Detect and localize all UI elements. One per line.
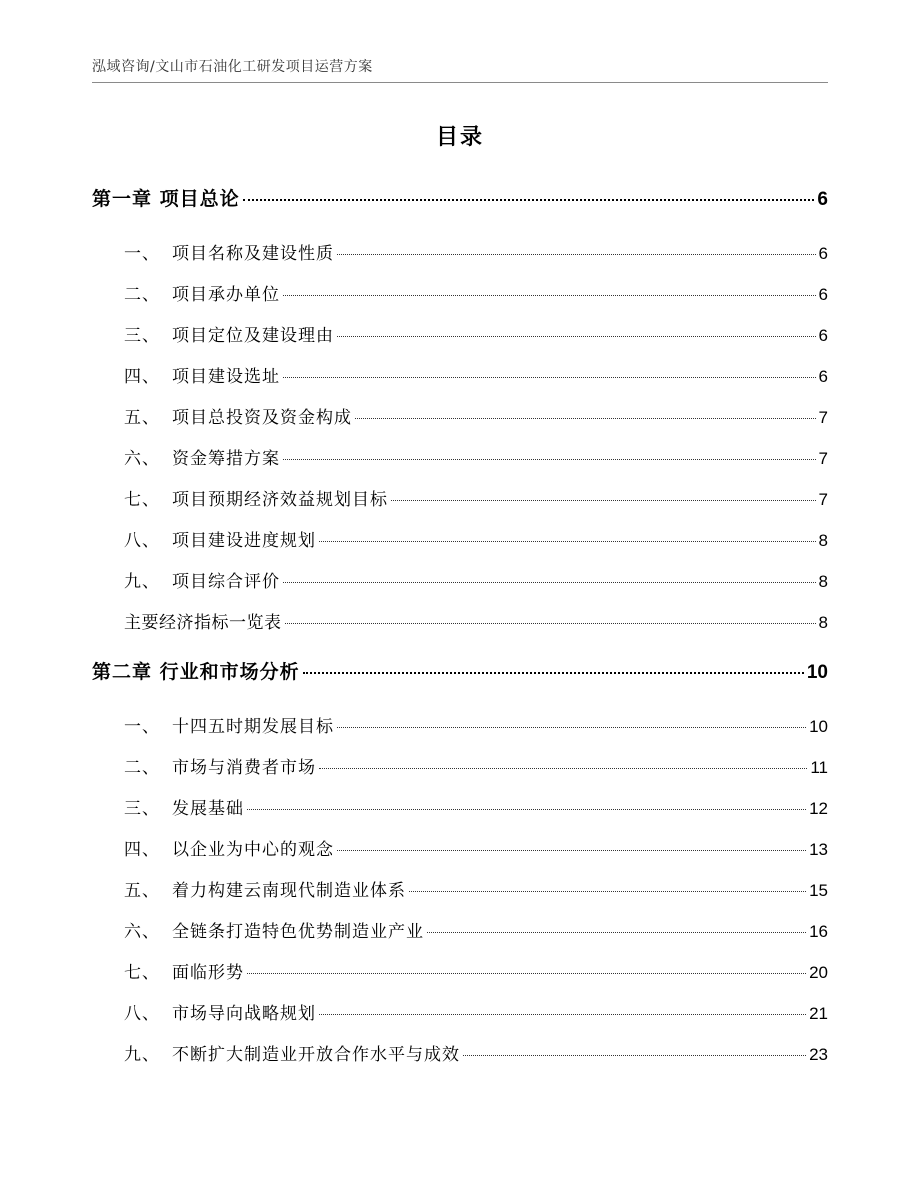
toc-page-number: 10 [809, 717, 828, 736]
toc-entry-title: 着力构建云南现代制造业体系 [172, 881, 406, 901]
toc-page-number: 11 [810, 758, 828, 777]
toc-entry[interactable] [92, 999, 828, 1040]
toc-dot-leader [247, 973, 806, 974]
toc-entry[interactable] [92, 444, 828, 485]
toc-entry-number: 二、 [124, 758, 160, 778]
toc-entry-number: 五、 [124, 881, 160, 901]
toc-entry[interactable] [92, 835, 828, 876]
toc-entry[interactable] [92, 753, 828, 794]
toc-dot-leader [319, 768, 807, 769]
toc-dot-leader [355, 418, 816, 419]
toc-page-number: 6 [817, 189, 828, 210]
toc-entry-number: 二、 [124, 285, 160, 305]
toc-entry-number: 九、 [124, 1045, 160, 1065]
toc-page-number: 10 [806, 662, 828, 683]
toc-entry-number: 七、 [124, 963, 160, 983]
toc-dot-leader [283, 582, 816, 583]
toc-dot-leader [319, 1014, 806, 1015]
toc-chapter-2[interactable] [92, 649, 828, 710]
toc-entry-title: 市场导向战略规划 [172, 1004, 316, 1024]
toc-title: 目录 [435, 125, 484, 150]
toc-dot-leader [337, 254, 816, 255]
toc-entry[interactable] [92, 1040, 828, 1081]
toc-entry[interactable] [92, 958, 828, 999]
toc-entry-number: 三、 [124, 799, 160, 819]
toc-page-number: 6 [818, 326, 828, 345]
toc-entry-number: 七、 [124, 490, 160, 510]
toc-chapter-title: 第一章 项目总论 [92, 188, 240, 210]
toc-entry-title: 项目定位及建设理由 [172, 326, 334, 346]
running-header: 泓域咨询/文山市石油化工研发项目运营方案 [92, 59, 373, 75]
toc-entry[interactable] [92, 280, 828, 321]
toc-dot-leader [337, 850, 806, 851]
toc-entry-number: 八、 [124, 531, 160, 551]
toc-entry-title: 面临形势 [172, 963, 244, 983]
toc-page-number: 6 [818, 244, 828, 263]
toc-entry-title: 主要经济指标一览表 [124, 613, 282, 633]
toc-page-number: 20 [809, 963, 828, 982]
toc-page-number: 8 [818, 572, 828, 591]
toc-entry-title: 项目预期经济效益规划目标 [172, 490, 388, 510]
toc-entry[interactable] [92, 403, 828, 444]
toc-entry-title: 不断扩大制造业开放合作水平与成效 [172, 1045, 460, 1065]
toc-chapter-1[interactable] [92, 176, 828, 237]
toc-entry[interactable] [92, 917, 828, 958]
toc-entry[interactable] [92, 567, 828, 608]
toc-page-number: 7 [818, 408, 828, 427]
toc-entry-number: 六、 [124, 449, 160, 469]
toc-entry-number: 四、 [124, 367, 160, 387]
toc-entry-title: 项目综合评价 [172, 572, 280, 592]
toc-page-number: 16 [809, 922, 828, 941]
toc-page-number: 8 [818, 613, 828, 632]
toc-page-number: 6 [818, 285, 828, 304]
toc-page-number: 6 [818, 367, 828, 386]
toc-entry-number: 九、 [124, 572, 160, 592]
toc-dot-leader [247, 809, 806, 810]
toc-dot-leader [243, 199, 815, 201]
toc-dot-leader [337, 727, 806, 728]
toc-entry[interactable] [92, 485, 828, 526]
toc-dot-leader [427, 932, 806, 933]
toc-dot-leader [463, 1055, 806, 1056]
toc-dot-leader [283, 295, 816, 296]
toc-entry-title: 项目总投资及资金构成 [172, 408, 352, 428]
toc-entry-number: 四、 [124, 840, 160, 860]
toc-entry-number: 三、 [124, 326, 160, 346]
toc-entry[interactable] [92, 526, 828, 567]
toc-entry-title: 市场与消费者市场 [172, 758, 316, 778]
toc-entry-number: 一、 [124, 244, 160, 264]
toc-dot-leader [319, 541, 816, 542]
toc-entry-number: 一、 [124, 717, 160, 737]
toc-page-number: 7 [818, 449, 828, 468]
toc-dot-leader [391, 500, 816, 501]
toc-entry-title: 发展基础 [172, 799, 244, 819]
toc-entry[interactable] [92, 876, 828, 917]
toc-entry-title: 项目名称及建设性质 [172, 244, 334, 264]
toc-entry-title: 全链条打造特色优势制造业产业 [172, 922, 424, 942]
toc-dot-leader [337, 336, 816, 337]
toc-page-number: 8 [818, 531, 828, 550]
header-divider [92, 82, 828, 83]
toc-entry[interactable] [92, 239, 828, 280]
toc-dot-leader [303, 672, 804, 674]
toc-entry-number: 八、 [124, 1004, 160, 1024]
toc-dot-leader [283, 377, 816, 378]
toc-entry-title: 以企业为中心的观念 [172, 840, 334, 860]
toc-page-number: 15 [809, 881, 828, 900]
toc-page-number: 7 [818, 490, 828, 509]
toc-page-number: 21 [809, 1004, 828, 1023]
toc-chapter-title: 第二章 行业和市场分析 [92, 661, 300, 683]
toc-page-number: 12 [809, 799, 828, 818]
toc-entry-title: 项目建设选址 [172, 367, 280, 387]
toc-page-number: 13 [809, 840, 828, 859]
toc-entry[interactable] [92, 362, 828, 403]
toc-page-number: 23 [809, 1045, 828, 1064]
toc-entry-title: 十四五时期发展目标 [172, 717, 334, 737]
toc-entry-number: 五、 [124, 408, 160, 428]
toc-dot-leader [409, 891, 806, 892]
toc-entry[interactable] [92, 321, 828, 362]
toc-entry[interactable] [92, 608, 828, 649]
toc-entry-title: 项目承办单位 [172, 285, 280, 305]
toc-entry-title: 项目建设进度规划 [172, 531, 316, 551]
toc-entry-number: 六、 [124, 922, 160, 942]
toc-entry-title: 资金筹措方案 [172, 449, 280, 469]
toc-dot-leader [285, 623, 816, 624]
toc-entry[interactable] [92, 794, 828, 835]
toc-entry[interactable] [92, 712, 828, 753]
table-of-contents [92, 176, 828, 1081]
toc-dot-leader [283, 459, 816, 460]
